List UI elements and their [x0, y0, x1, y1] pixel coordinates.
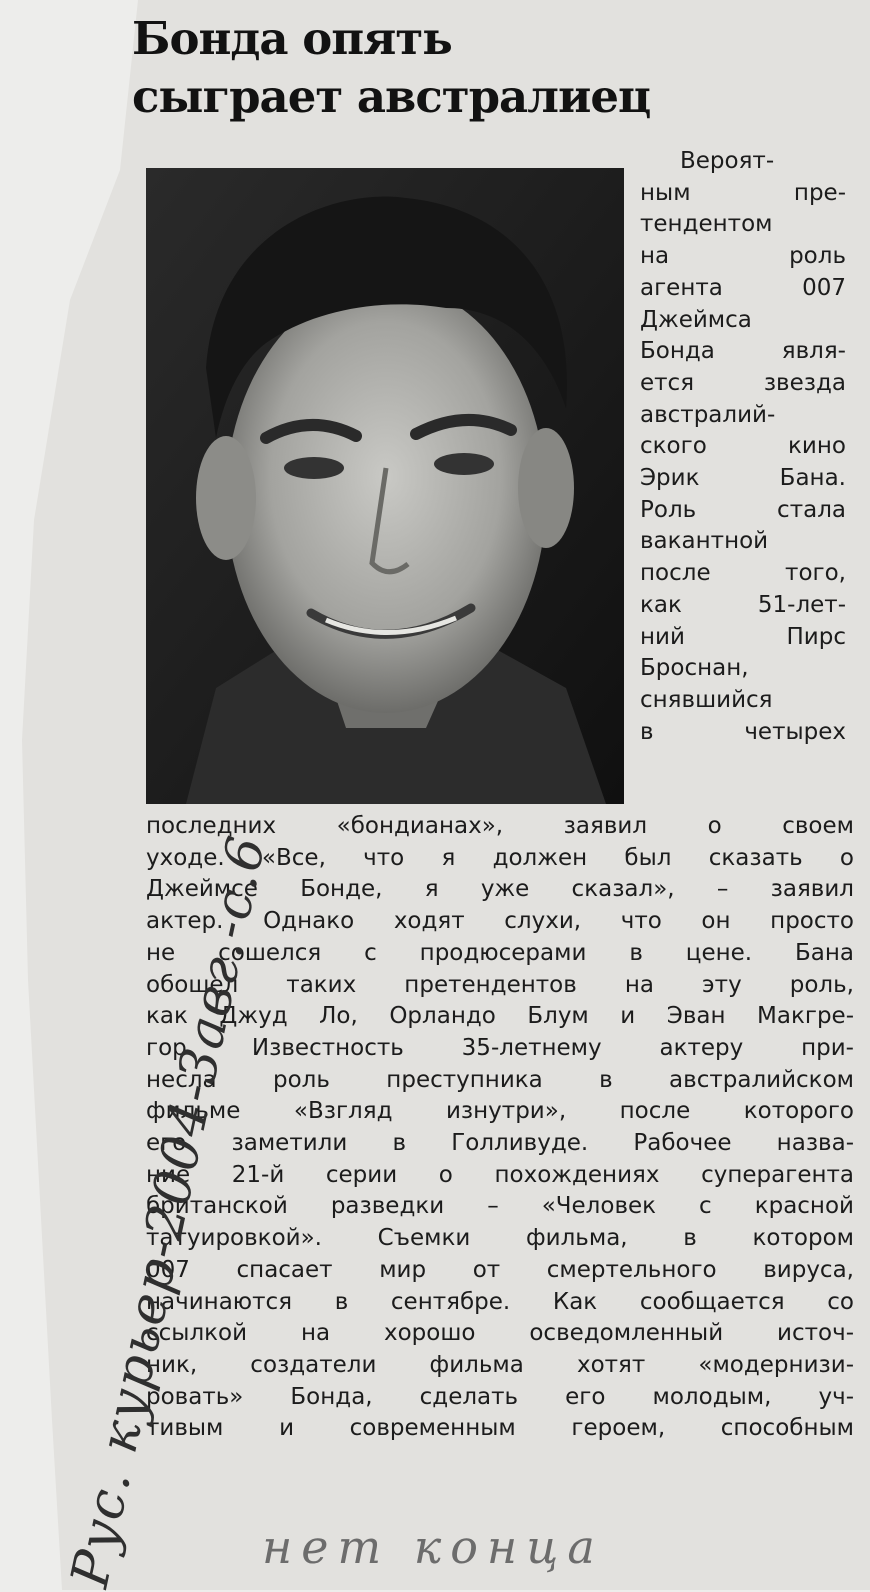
headline-line-1: Бонда опять [132, 12, 452, 65]
text-line: тендентом [640, 211, 773, 238]
text-line: как Джуд Ло, Орландо Блум и Эван Макгре- [146, 1003, 854, 1030]
portrait-photo [146, 168, 624, 804]
text-line: ровать» Бонда, сделать его молодым, уч- [146, 1383, 854, 1410]
text-line: ний Пирс [640, 623, 846, 650]
text-line: вакантной [640, 528, 769, 555]
text-line: обошел таких претендентов на эту роль, [146, 971, 854, 998]
text-line: в четырех [640, 718, 846, 745]
headline-line-2: сыграет австралиец [132, 70, 651, 123]
text-line: после того, [640, 560, 846, 587]
article-headline [132, 10, 672, 126]
text-line: тивым и современным героем, способным [146, 1415, 854, 1442]
text-line: 007 спасает мир от смертельного вируса, [146, 1256, 854, 1283]
text-line: Эрик Бана. [640, 465, 846, 492]
text-line: Броснан, [640, 655, 749, 682]
text-line: британской разведки – «Человек с красной [146, 1193, 854, 1220]
text-line: начинаются в сентябре. Как сообщается со [146, 1288, 854, 1315]
text-line: Роль стала [640, 496, 846, 523]
text-line: австралий- [640, 401, 776, 428]
text-line: актер. Однако ходят слухи, что он просто [146, 908, 854, 935]
text-line: уходе. «Все, что я должен был сказать о [146, 844, 854, 871]
text-line: Бонда явля- [640, 338, 846, 365]
text-line: как 51-лет- [640, 591, 846, 618]
text-line: не сошелся с продюсерами в цене. Бана [146, 939, 854, 966]
text-line: ным пре- [640, 179, 846, 206]
text-line: его заметили в Голливуде. Рабочее назва- [146, 1130, 854, 1157]
text-line: ссылкой на хорошо осведомленный источ- [146, 1320, 854, 1347]
handwritten-source-note: Рус. курьер-2004-3авг.-с.6 [60, 829, 279, 1592]
text-line: Джеймсе Бонде, я уже сказал», – заявил [146, 876, 854, 903]
text-line: ского кино [640, 433, 846, 460]
text-line: агента 007 [640, 274, 846, 301]
text-line: на роль [640, 243, 846, 270]
text-line: ник, создатели фильма хотят «модернизи- [146, 1351, 854, 1378]
text-line: ние 21-й серии о похождениях суперагента [146, 1161, 854, 1188]
text-line: несла роль преступника в австралийском [146, 1066, 854, 1093]
text-line: последних «бондианах», заявил о своем [146, 813, 854, 839]
article-text-narrow-column [640, 146, 846, 748]
text-line: Джеймса [640, 306, 752, 333]
text-line: гор. Известность 35-летнему актеру при- [146, 1034, 854, 1061]
text-line: фильме «Взгляд изнутри», после которого [146, 1098, 854, 1125]
text-line: снявшийся [640, 686, 773, 713]
text-line: ется звезда [640, 369, 846, 396]
text-line: Вероят- [680, 148, 775, 174]
text-line: татуировкой». Съемки фильма, в котором [146, 1225, 854, 1252]
handwritten-bottom-note: нет конца [262, 1520, 604, 1574]
